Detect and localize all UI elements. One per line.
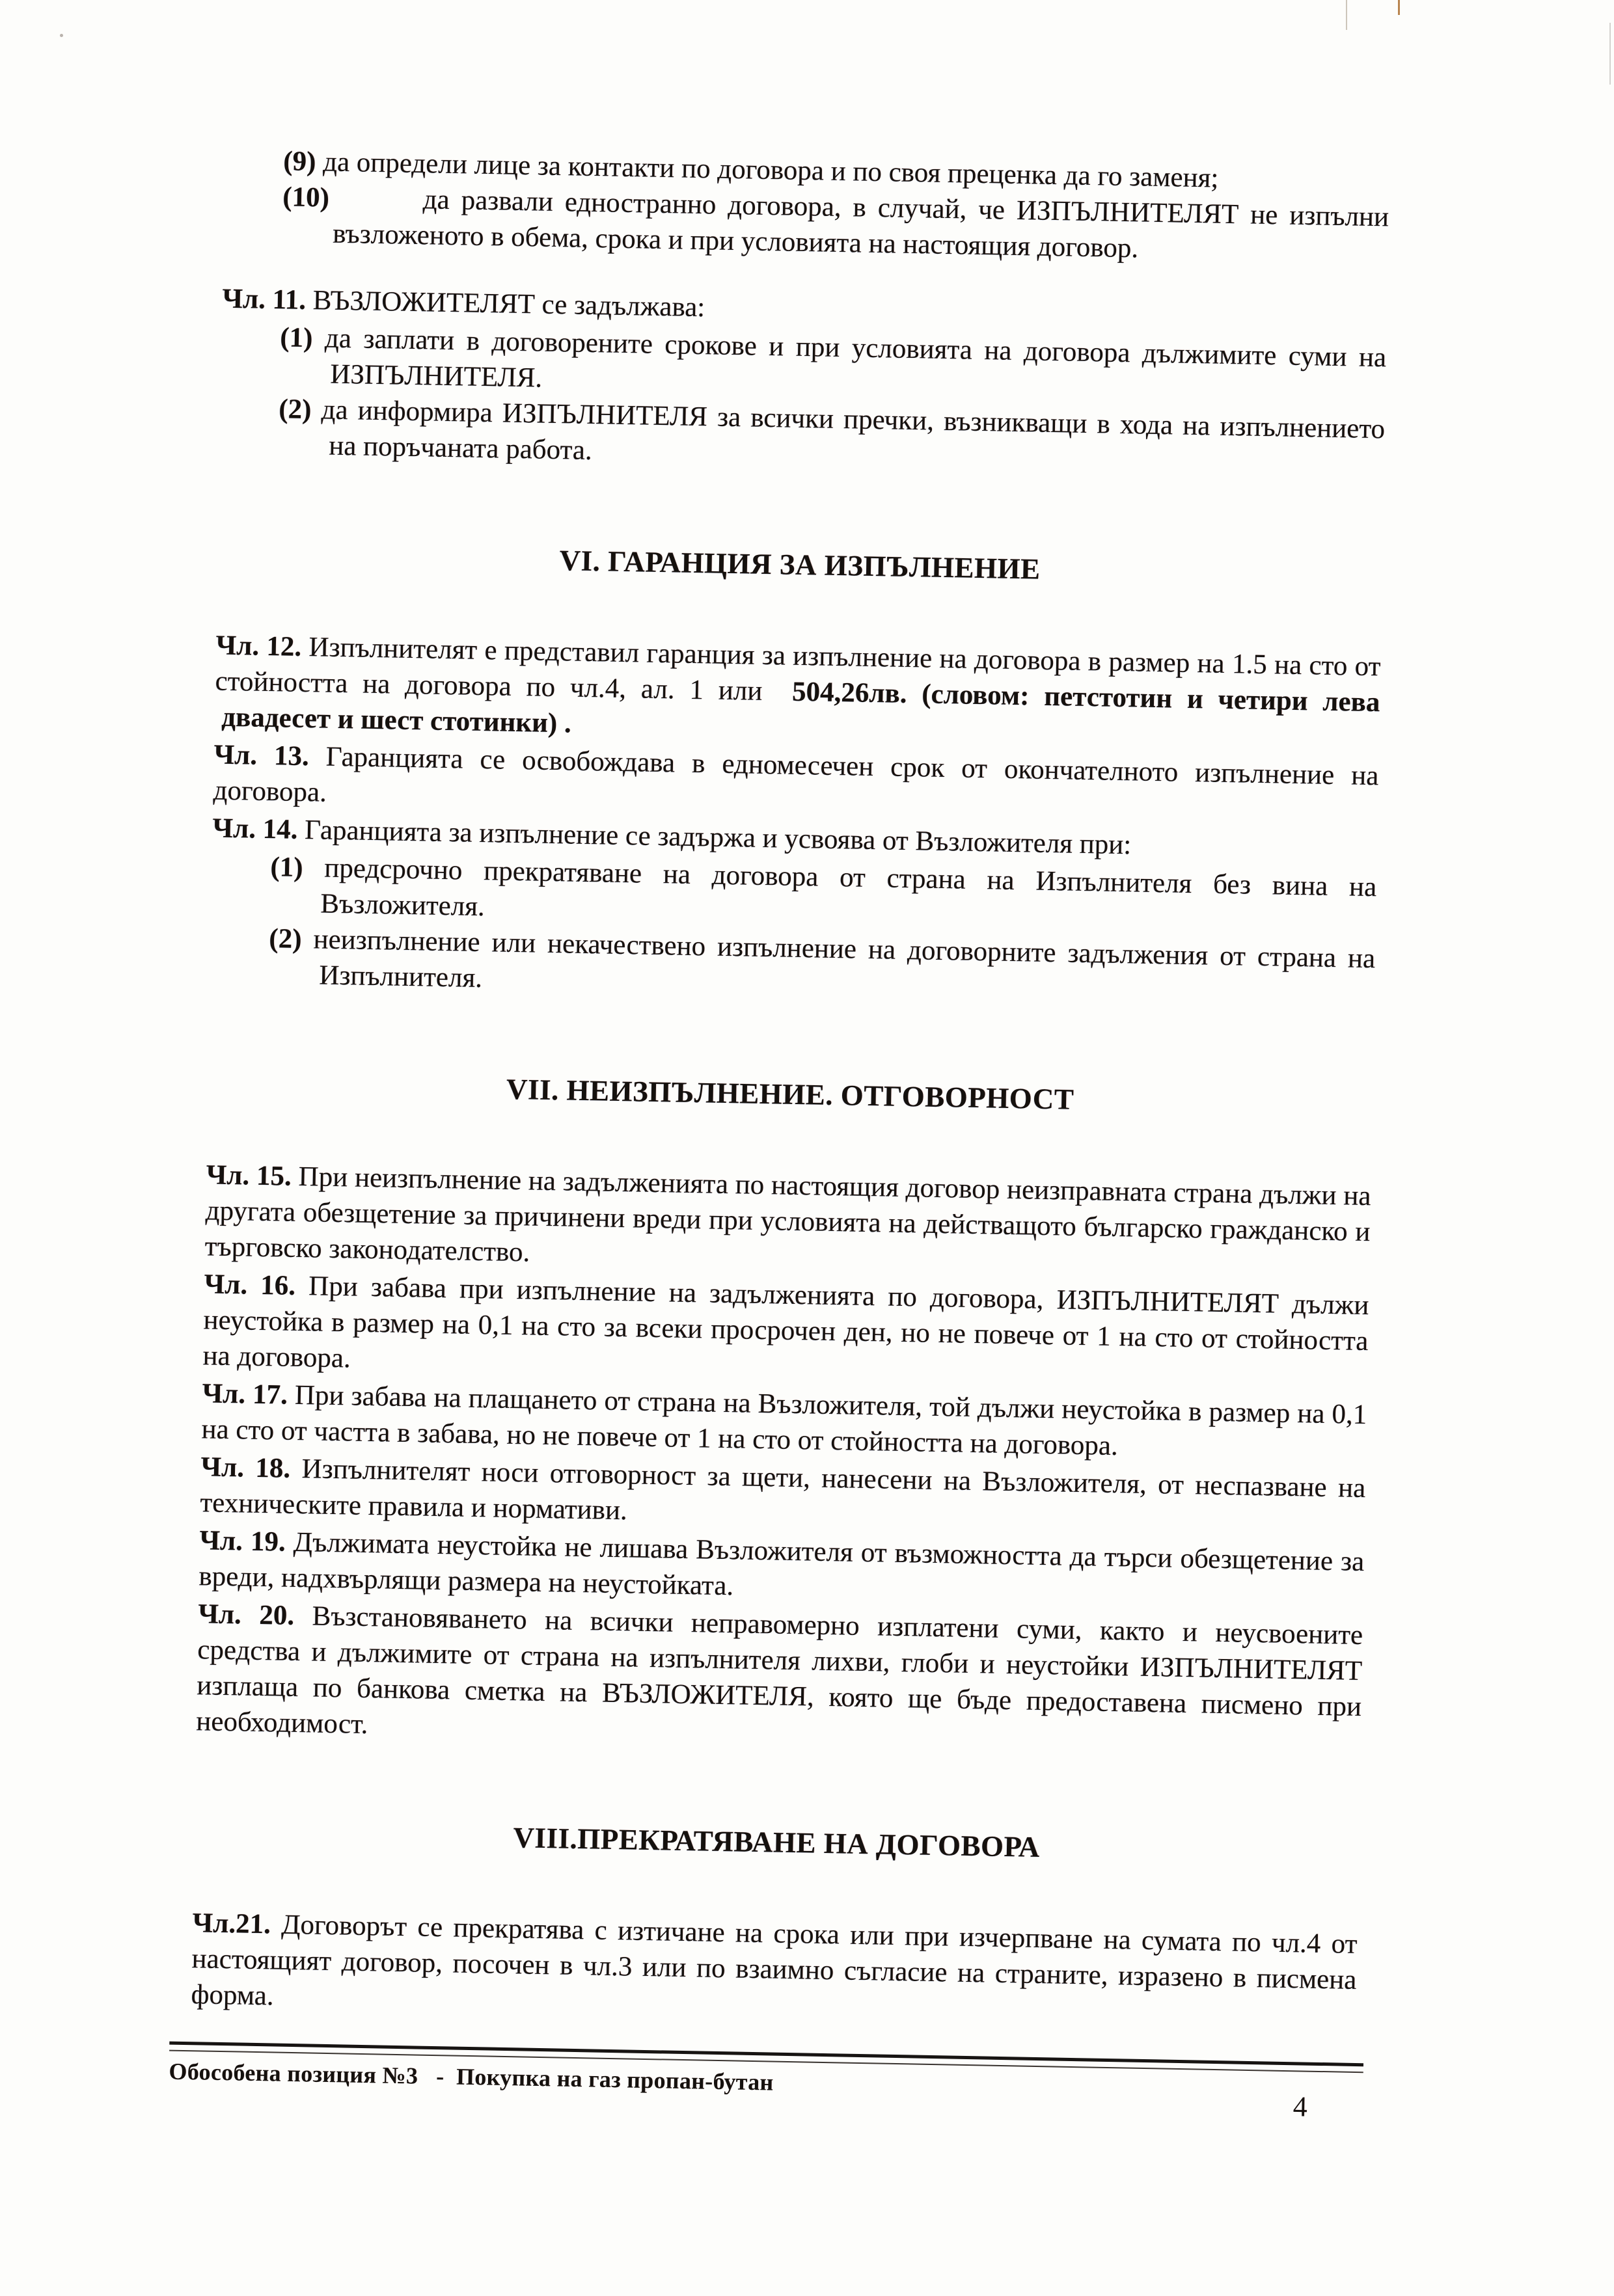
- article-text: При забава при изпълнение на задълженията по договора, ИЗПЪЛНИТЕЛЯТ дължи неустойка в размер на 0,1 на сто за всеки просрочен ден, но не повече от 1 на сто от стойността на договора.: [202, 1270, 1369, 1374]
- item-number: (2): [278, 394, 312, 425]
- article-text: Изпълнителят носи отговорност за щети, нанесени на Възложителя, от неспазване на техническите правила и нормативи.: [200, 1453, 1366, 1526]
- article-paragraph: [196, 1596, 1363, 1761]
- item-text: да заплати в договорените срокове и при условията на договора дължимите суми на ИЗПЪЛНИТЕЛЯ.: [324, 323, 1387, 394]
- item-number: (1): [270, 852, 304, 884]
- page-number: 4: [1293, 2090, 1308, 2123]
- article-text: ВЪЗЛОЖИТЕЛЯТ се задължава:: [305, 284, 705, 323]
- article-lead: Чл. 16.: [204, 1269, 296, 1301]
- scan-artifact-line: [1609, 23, 1611, 85]
- article-lead: Чл. 12.: [215, 630, 302, 662]
- article-lead: Чл. 18.: [200, 1452, 291, 1484]
- article-paragraph: [202, 1266, 1369, 1395]
- item-text: неизпълнение или некачествено изпълнение на договорните задължения от страна на Изпълнителя.: [313, 924, 1376, 994]
- item-text: да развали едностранно договора, в случай, че ИЗПЪЛНИТЕЛЯТ не изпълни възложеното в обема, срока и при условията на настоящия договор.: [332, 184, 1389, 264]
- scan-artifact-line: [1346, 0, 1347, 30]
- footer-label: Обособена позиция №3 - Покупка на газ пропан-бутан: [169, 2058, 774, 2096]
- article-text: Гаранцията за изпълнение се задържа и усвоява от Възложителя при:: [297, 814, 1132, 861]
- scan-artifact-dot: [60, 34, 63, 37]
- numbered-list: [223, 142, 1390, 271]
- article-lead: Чл. 13.: [213, 739, 310, 772]
- article-paragraph: [191, 1905, 1358, 2034]
- numbered-list: [210, 848, 1377, 1012]
- article-lead: Чл. 11.: [222, 283, 307, 316]
- section-heading: VII. НЕИЗПЪЛНЕНИЕ. ОТГОВОРНОСТ: [506, 1072, 1074, 1116]
- article-lead: Чл.21.: [192, 1908, 271, 1940]
- article-paragraph: [204, 1157, 1371, 1286]
- article-text: Гаранцията се освобождава в едномесечен срок от окончателното изпълнение на договора.: [213, 741, 1379, 808]
- article-lead: Чл. 15.: [206, 1159, 292, 1192]
- item-number: (1): [279, 322, 313, 354]
- article-lead: 504,26лв. (словом: петстотин и четири лева двадесет и шест стотинки) .: [214, 676, 1380, 739]
- item-number: (2): [268, 923, 302, 955]
- article-text: При забава на плащането от страна на Възложителя, той дължи неустойка в размер на 0,1 на сто от частта в забава, но не повече от 1 на сто от стойността на договора.: [201, 1379, 1367, 1462]
- item-text: предсрочно прекратяване на договора от страна на Изпълнителя без вина на Възложителя.: [320, 852, 1377, 923]
- item-text: да информира ИЗПЪЛНИТЕЛЯ за всички пречки, възникващи в хода на изпълнението на поръчаната работа.: [321, 394, 1386, 466]
- section-heading: VIII.ПРЕКРАТЯВАНЕ НА ДОГОВОРА: [513, 1821, 1041, 1864]
- numbered-list: [219, 319, 1387, 483]
- article-text: Изпълнителят е представил гаранция за изпълнение на договора в размер на 1.5 на сто от стойността на договора по чл.4, ал. 1 или: [215, 631, 1381, 707]
- scan-artifact-line: [1398, 0, 1400, 15]
- article-paragraph: [214, 628, 1381, 757]
- article-text: Възстановяването на всички неправомерно изплатени суми, както и неусвоените средства и дължимите от страна на изпълнителя лихви, глоби и неустойки ИЗПЪЛНИТЕЛЯТ изплаща по банкова сметка на ВЪЗЛОЖИТЕЛЯ, която ще бъде предоставена писмено при необходимост.: [195, 1600, 1363, 1740]
- article-lead: Чл. 19.: [199, 1525, 286, 1558]
- item-number: (10): [282, 182, 330, 213]
- article-text: Дължимата неустойка не лишава Възложителя от възможността да търси обезщетение за вреди, надхвърлящи размера на неустойката.: [198, 1526, 1365, 1602]
- article-lead: Чл. 20.: [197, 1599, 295, 1631]
- section-heading: VI. ГАРАНЦИЯ ЗА ИЗПЪЛНЕНИЕ: [559, 544, 1041, 586]
- article-lead: Чл. 14.: [212, 813, 298, 845]
- item-number: (9): [282, 146, 316, 178]
- page-footer: [169, 2042, 1363, 2125]
- item-text: да определи лице за контакти по договора и по своя преценка да го заменя;: [322, 146, 1219, 194]
- article-text: При неизпълнение на задълженията по настоящия договор неизправната страна дължи на другата обезщетение за причинени вреди при условията на действащото българско гражданско и търговско законодателство.: [204, 1161, 1371, 1268]
- article-lead: Чл. 17.: [202, 1378, 288, 1411]
- document-content: [191, 142, 1389, 2036]
- article-text: Договорът се прекратява с изтичане на срока или при изчерпване на сумата по чл.4 от настоящият договор, посочен в чл.3 или по взаимно съгласие на страните, изразено в писмена форма.: [191, 1909, 1358, 2012]
